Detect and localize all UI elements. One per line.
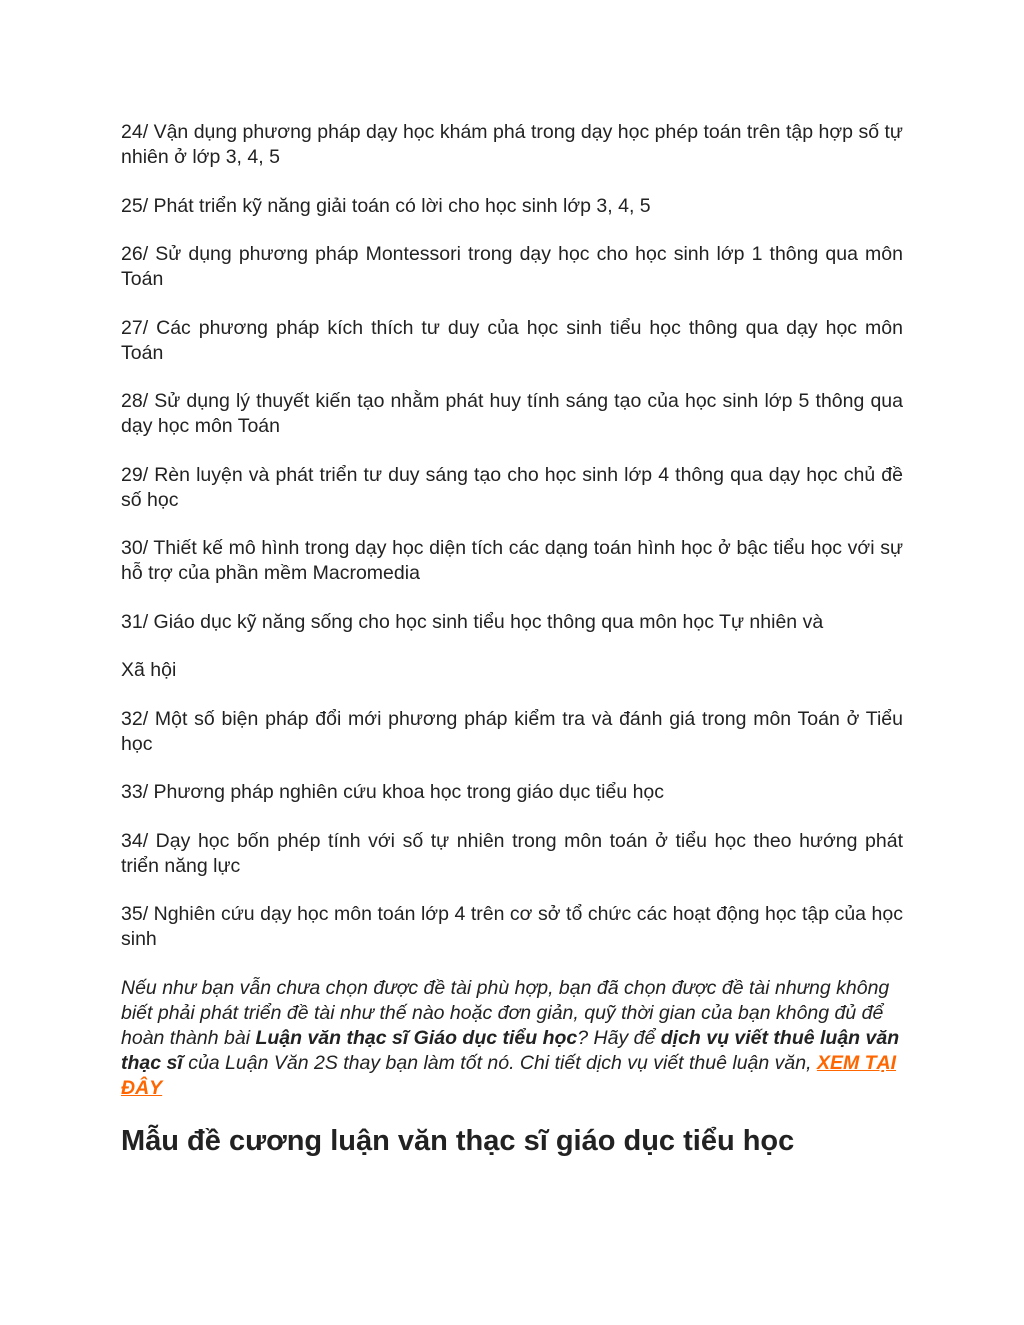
topic-item: 35/ Nghiên cứu dạy học môn toán lớp 4 trên cơ sở tổ chức các hoạt động học tập của học sinh	[121, 903, 903, 950]
note-text: của Luận Văn 2S thay bạn làm tốt nó. Chi tiết dịch vụ viết thuê luận văn,	[182, 1051, 817, 1074]
topic-item: 28/ Sử dụng lý thuyết kiến tạo nhằm phát huy tính sáng tạo của học sinh lớp 5 thông qua dạy học môn Toán	[121, 390, 903, 437]
document-page	[121, 120, 903, 1159]
note-text: Nếu như bạn vẫn chưa chọn được đề tài phù hợp, bạn đã chọn được đề tài nhưng không biết phải phát triển đề tài như thế nào hoặc đơn giản, quỹ thời gian của bạn không đủ để hoàn thành bài	[121, 976, 890, 1049]
note-bold-thesis: Luận văn thạc sĩ Giáo dục tiểu học	[255, 1026, 578, 1049]
topic-item: 33/ Phương pháp nghiên cứu khoa học trong giáo dục tiểu học	[121, 781, 665, 803]
topic-item: 29/ Rèn luyện và phát triển tư duy sáng tạo cho học sinh lớp 4 thông qua dạy học chủ đề số học	[121, 463, 903, 511]
topic-item: 26/ Sử dụng phương pháp Montessori trong dạy học cho học sinh lớp 1 thông qua môn Toán	[121, 243, 903, 290]
service-note	[121, 976, 903, 1101]
topic-item: 25/ Phát triển kỹ năng giải toán có lời cho học sinh lớp 3, 4, 5	[121, 194, 651, 217]
topic-item: 31/ Giáo dục kỹ năng sống cho học sinh tiểu học thông qua môn học Tự nhiên và	[121, 610, 824, 633]
topic-item: 27/ Các phương pháp kích thích tư duy của học sinh tiểu học thông qua dạy học môn Toán	[121, 316, 903, 364]
view-here-link[interactable]: XEM TẠI ĐÂY	[121, 1051, 897, 1099]
topic-item-continuation: Xã hội	[121, 659, 177, 681]
section-heading: Mẫu đề cương luận văn thạc sĩ giáo dục tiểu học	[121, 1124, 795, 1157]
topic-item: 34/ Dạy học bốn phép tính với số tự nhiên trong môn toán ở tiểu học theo hướng phát triển năng lực	[121, 829, 903, 877]
note-text: ? Hãy để	[577, 1026, 661, 1049]
topic-item: 30/ Thiết kế mô hình trong dạy học diện tích các dạng toán hình học ở bậc tiểu học với sự hỗ trợ của phần mềm Macromedia	[121, 537, 903, 584]
topic-item: 24/ Vận dụng phương pháp dạy học khám phá trong dạy học phép toán trên tập hợp số tự nhiên ở lớp 3, 4, 5	[121, 121, 903, 168]
note-bold-service: dịch vụ viết thuê luận văn thạc sĩ	[121, 1026, 900, 1074]
topic-list	[121, 120, 903, 952]
topic-item: 32/ Một số biện pháp đổi mới phương pháp kiểm tra và đánh giá trong môn Toán ở Tiểu học	[121, 707, 903, 755]
